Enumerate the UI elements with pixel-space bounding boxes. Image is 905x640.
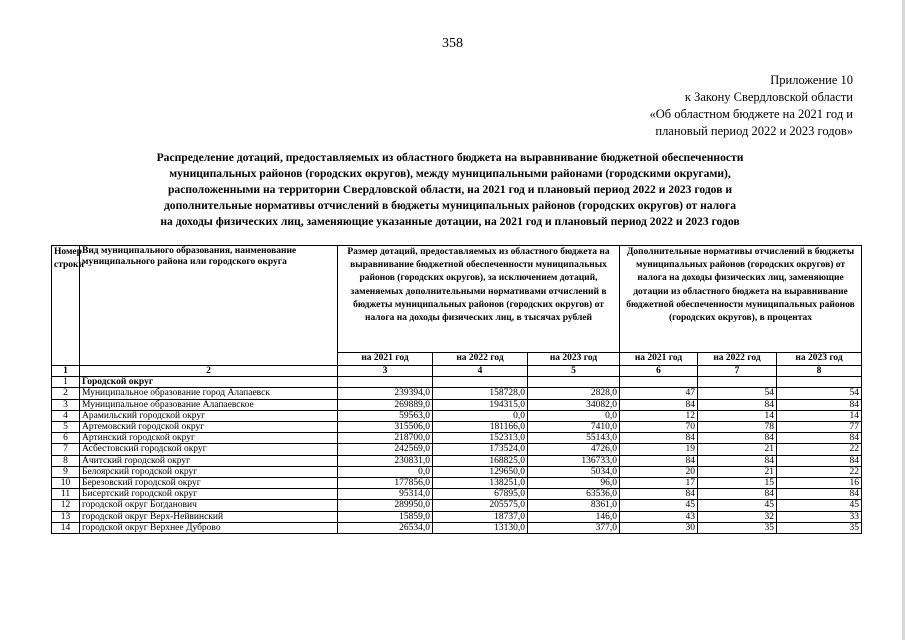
empty-cell <box>528 377 620 388</box>
norm-2022: 84 <box>698 433 777 444</box>
table-row <box>52 478 862 489</box>
header-norms-group: Дополнительные нормативы отчислений в бюджеты муниципальных районов (городских округов) от налога на доходы физических лиц, заменяющие дотации из областного бюджета на выравнивание бюджетной обеспеченности муниципальных районов (городских округов), в процентах <box>620 246 862 353</box>
subsidy-2022: 205575,0 <box>433 500 528 511</box>
norm-2022: 45 <box>698 500 777 511</box>
subsidy-2023: 96,0 <box>528 478 620 489</box>
subsidy-2022: 168825,0 <box>433 455 528 466</box>
norm-2022: 15 <box>698 478 777 489</box>
norm-2021: 17 <box>620 478 698 489</box>
table-row <box>52 410 862 421</box>
norm-2021: 43 <box>620 511 698 522</box>
norm-2021: 20 <box>620 466 698 477</box>
column-number: 5 <box>528 366 620 377</box>
column-number: 3 <box>338 366 433 377</box>
table-row <box>52 522 862 533</box>
subsidy-2022: 129650,0 <box>433 466 528 477</box>
header-year: на 2023 год <box>528 353 620 366</box>
norm-2023: 77 <box>777 422 862 433</box>
column-number: 1 <box>52 366 80 377</box>
subsidy-2023: 5034,0 <box>528 466 620 477</box>
norm-2023: 22 <box>777 466 862 477</box>
row-number: 3 <box>52 399 80 410</box>
subsidy-2021: 15859,0 <box>338 511 433 522</box>
document-title <box>110 150 790 230</box>
table-row <box>52 511 862 522</box>
subsidy-2021: 95314,0 <box>338 489 433 500</box>
row-number: 11 <box>52 489 80 500</box>
municipality-name: городской округ Верхнее Дуброво <box>80 522 338 533</box>
municipality-name: Муниципальное образование город Алапаевск <box>80 388 338 399</box>
norm-2023: 84 <box>777 399 862 410</box>
section-row <box>52 377 862 388</box>
municipality-name: Березовский городской округ <box>80 478 338 489</box>
header-subsidy-group: Размер дотаций, предоставляемых из областного бюджета на выравнивание бюджетной обеспеченности муниципальных районов (городских округов), за исключением дотаций, заменяемых дополнительными нормативами отчислений в бюджеты муниципальных районов (городских округов) от налога на доходы физических лиц, в тысячах рублей <box>338 246 620 353</box>
norm-2022: 78 <box>698 422 777 433</box>
row-number: 4 <box>52 410 80 421</box>
appendix-line: к Закону Свердловской области <box>684 90 853 104</box>
title-line: муниципальных районов (городских округов), между муниципальными районами (городскими округами), <box>169 167 731 180</box>
column-number: 4 <box>433 366 528 377</box>
subsidy-2021: 26534,0 <box>338 522 433 533</box>
subsidy-2023: 136733,0 <box>528 455 620 466</box>
subsidy-2022: 194315,0 <box>433 399 528 410</box>
municipality-name: Арамильский городской округ <box>80 410 338 421</box>
norm-2021: 84 <box>620 399 698 410</box>
title-line: расположенными на территории Свердловской области, на 2021 год и плановый период 2022 и 2023 годов и <box>167 183 733 196</box>
header-year: на 2022 год <box>433 353 528 366</box>
norm-2022: 35 <box>698 522 777 533</box>
municipality-name: Асбестовский городской округ <box>80 444 338 455</box>
column-number: 2 <box>80 366 338 377</box>
header-year: на 2021 год <box>338 353 433 366</box>
norm-2022: 32 <box>698 511 777 522</box>
municipality-name: Белоярский городской округ <box>80 466 338 477</box>
norm-2022: 21 <box>698 444 777 455</box>
subsidy-2022: 0,0 <box>433 410 528 421</box>
norm-2023: 54 <box>777 388 862 399</box>
subsidy-2023: 0,0 <box>528 410 620 421</box>
header-year: на 2021 год <box>620 353 698 366</box>
empty-cell <box>777 377 862 388</box>
norm-2023: 84 <box>777 455 862 466</box>
row-number: 10 <box>52 478 80 489</box>
norm-2023: 14 <box>777 410 862 421</box>
norm-2022: 54 <box>698 388 777 399</box>
subsidy-2023: 63536,0 <box>528 489 620 500</box>
row-number: 6 <box>52 433 80 444</box>
appendix-note <box>649 72 853 140</box>
norm-2023: 16 <box>777 478 862 489</box>
page-number: 358 <box>442 36 463 51</box>
subsidy-2021: 289950,0 <box>338 500 433 511</box>
norm-2023: 22 <box>777 444 862 455</box>
norm-2022: 14 <box>698 410 777 421</box>
header-year: на 2022 год <box>698 353 777 366</box>
row-number: 2 <box>52 388 80 399</box>
subsidy-2023: 2828,0 <box>528 388 620 399</box>
row-number: 12 <box>52 500 80 511</box>
table-row <box>52 466 862 477</box>
title-line: дополнительные нормативы отчислений в бюджеты муниципальных районов (городских округов) от налога <box>163 199 737 212</box>
subsidy-2023: 377,0 <box>528 522 620 533</box>
table-row <box>52 388 862 399</box>
norm-2021: 45 <box>620 500 698 511</box>
column-number: 6 <box>620 366 698 377</box>
subsidy-2023: 7410,0 <box>528 422 620 433</box>
norm-2022: 84 <box>698 455 777 466</box>
norm-2022: 21 <box>698 466 777 477</box>
column-number: 7 <box>698 366 777 377</box>
subsidy-2022: 18737,0 <box>433 511 528 522</box>
subsidy-2023: 34082,0 <box>528 399 620 410</box>
row-number: 7 <box>52 444 80 455</box>
subsidy-2021: 242569,0 <box>338 444 433 455</box>
row-number: 8 <box>52 455 80 466</box>
empty-cell <box>698 377 777 388</box>
norm-2022: 84 <box>698 489 777 500</box>
norm-2021: 47 <box>620 388 698 399</box>
subsidy-2021: 59563,0 <box>338 410 433 421</box>
appendix-line: плановый период 2022 и 2023 годов» <box>655 124 853 138</box>
norm-2021: 70 <box>620 422 698 433</box>
norm-2023: 84 <box>777 433 862 444</box>
title-line: Распределение дотаций, предоставляемых из областного бюджета на выравнивание бюджетной обеспеченности <box>156 151 744 164</box>
section-name: Городской округ <box>80 377 338 388</box>
subsidy-2022: 152313,0 <box>433 433 528 444</box>
subsidy-2023: 8361,0 <box>528 500 620 511</box>
title-line: на доходы физических лиц, заменяющие указанные дотации, на 2021 год и плановый период 2022 и 2023 годов <box>160 215 740 228</box>
subsidy-2022: 181166,0 <box>433 422 528 433</box>
norm-2021: 19 <box>620 444 698 455</box>
header-row-number: Номер строки <box>52 246 80 366</box>
table-row <box>52 444 862 455</box>
norm-2023: 33 <box>777 511 862 522</box>
municipality-name: Муниципальное образование Алапаевское <box>80 399 338 410</box>
subsidy-table <box>51 245 862 534</box>
column-number: 8 <box>777 366 862 377</box>
row-number: 13 <box>52 511 80 522</box>
norm-2023: 84 <box>777 489 862 500</box>
empty-cell <box>620 377 698 388</box>
municipality-name: Бисертский городской округ <box>80 489 338 500</box>
norm-2021: 84 <box>620 433 698 444</box>
subsidy-2022: 67895,0 <box>433 489 528 500</box>
norm-2021: 12 <box>620 410 698 421</box>
table-row <box>52 500 862 511</box>
subsidy-2022: 158728,0 <box>433 388 528 399</box>
subsidy-2021: 218700,0 <box>338 433 433 444</box>
row-number: 5 <box>52 422 80 433</box>
subsidy-2021: 177856,0 <box>338 478 433 489</box>
appendix-line: «Об областном бюджете на 2021 год и <box>649 107 853 121</box>
empty-cell <box>433 377 528 388</box>
municipality-name: Артемовский городской округ <box>80 422 338 433</box>
norm-2021: 84 <box>620 455 698 466</box>
subsidy-2021: 269889,0 <box>338 399 433 410</box>
subsidy-2021: 239394,0 <box>338 388 433 399</box>
norm-2023: 35 <box>777 522 862 533</box>
norm-2021: 84 <box>620 489 698 500</box>
subsidy-2021: 315506,0 <box>338 422 433 433</box>
table-row <box>52 399 862 410</box>
norm-2021: 30 <box>620 522 698 533</box>
municipality-name: городской округ Верх-Нейвинский <box>80 511 338 522</box>
municipality-name: городской округ Богданович <box>80 500 338 511</box>
subsidy-2022: 173524,0 <box>433 444 528 455</box>
subsidy-2021: 0,0 <box>338 466 433 477</box>
table-row <box>52 422 862 433</box>
row-number: 14 <box>52 522 80 533</box>
table-row <box>52 433 862 444</box>
row-number: 9 <box>52 466 80 477</box>
subsidy-2022: 13130,0 <box>433 522 528 533</box>
subsidy-2023: 55143,0 <box>528 433 620 444</box>
subsidy-2022: 138251,0 <box>433 478 528 489</box>
empty-cell <box>338 377 433 388</box>
appendix-line: Приложение 10 <box>770 73 853 87</box>
header-year: на 2023 год <box>777 353 862 366</box>
subsidy-2021: 230831,0 <box>338 455 433 466</box>
header-name: Вид муниципального образования, наименование муниципального района или городского округа <box>80 246 338 366</box>
row-number: 1 <box>52 377 80 388</box>
table-row <box>52 455 862 466</box>
subsidy-2023: 146,0 <box>528 511 620 522</box>
subsidy-2023: 4726,0 <box>528 444 620 455</box>
municipality-name: Ачитский городской округ <box>80 455 338 466</box>
norm-2023: 45 <box>777 500 862 511</box>
table-row <box>52 489 862 500</box>
municipality-name: Артинский городской округ <box>80 433 338 444</box>
norm-2022: 84 <box>698 399 777 410</box>
